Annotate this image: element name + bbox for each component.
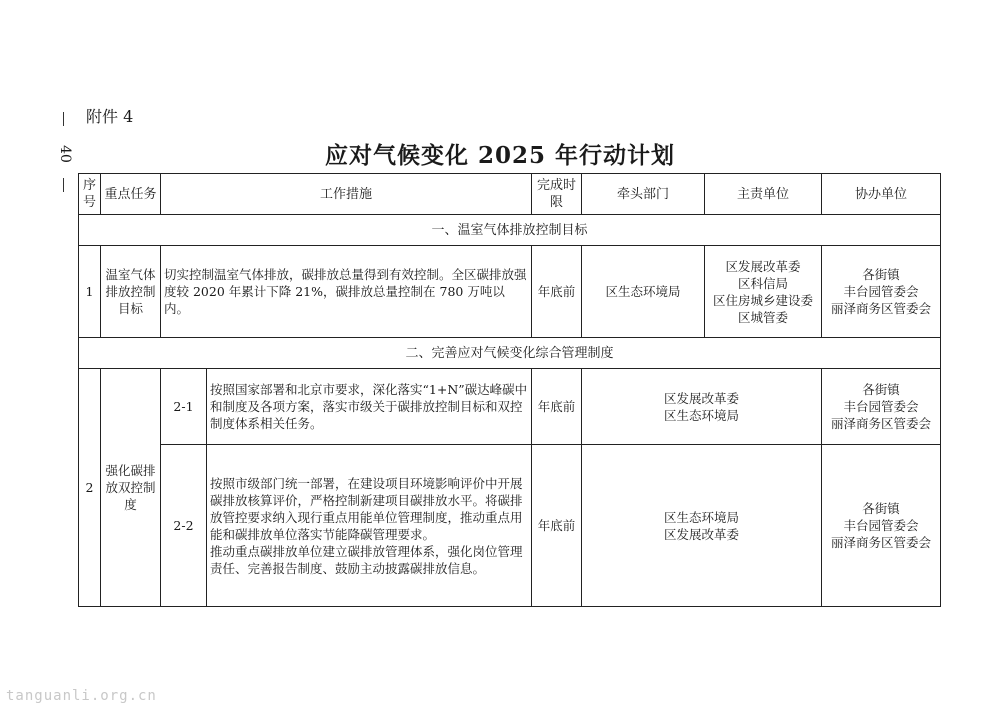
- row-no: 2: [79, 369, 101, 607]
- page-number: 40: [56, 145, 73, 163]
- section-row: [79, 338, 941, 369]
- table-row: [79, 445, 941, 607]
- header-assist: 协办单位: [822, 174, 941, 215]
- action-plan-table: [78, 173, 941, 607]
- assist-unit: 丽泽商务区管委会: [831, 301, 932, 316]
- assist-unit: 各街镇: [862, 501, 900, 516]
- assist-unit: 各街镇: [862, 382, 900, 397]
- assist-unit: 丽泽商务区管委会: [831, 535, 932, 550]
- header-lead: 牵头部门: [582, 174, 705, 215]
- responsible-unit: 区城管委: [738, 309, 789, 325]
- header-no: 序号: [79, 174, 101, 215]
- section-row: [79, 215, 941, 246]
- row-responsible: [705, 246, 822, 338]
- section-title: 二、完善应对气候变化综合管理制度: [79, 338, 941, 369]
- row-task: 温室气体排放控制目标: [101, 246, 161, 338]
- assist-unit: 丽泽商务区管委会: [831, 416, 932, 431]
- row-deadline: 年底前: [532, 246, 582, 338]
- section-title: 一、温室气体排放控制目标: [79, 215, 941, 246]
- header-task: 重点任务: [101, 174, 161, 215]
- unit: 区生态环境局: [664, 509, 740, 525]
- unit: 区发展改革委: [664, 526, 740, 542]
- subrow-id: 2-1: [161, 369, 207, 445]
- assist-unit: 丰台园管委会: [843, 284, 919, 299]
- responsible-unit: 区住房城乡建设委: [713, 292, 814, 308]
- row-lead: 区生态环境局: [582, 246, 705, 338]
- subrow-deadline: 年底前: [532, 445, 582, 607]
- subrow-deadline: 年底前: [532, 369, 582, 445]
- subrow-units: [582, 445, 822, 607]
- unit: 区发展改革委: [664, 390, 740, 406]
- subrow-measure: [207, 445, 532, 607]
- header-measure: 工作措施: [161, 174, 532, 215]
- subrow-id: 2-2: [161, 445, 207, 607]
- measure-paragraph: 推动重点碳排放单位建立碳排放管理体系，强化岗位管理责任、完善报告制度、鼓励主动披露碳排放信息。: [210, 543, 523, 576]
- row-measure: 切实控制温室气体排放，碳排放总量得到有效控制。全区碳排放强度较 2020 年累计下降 21%，碳排放总量控制在 780 万吨以内。: [161, 246, 532, 338]
- subrow-units: [582, 369, 822, 445]
- table-row: [79, 246, 941, 338]
- header-deadline: 完成时限: [532, 174, 582, 215]
- assist-unit: 各街镇: [862, 267, 900, 282]
- measure-paragraph: 按照市级部门统一部署，在建设项目环境影响评价中开展碳排放核算评价，严格控制新建项目碳排放水平。将碳排放管控要求纳入现行重点用能单位管理制度，推动重点用能和碳排放单位落实节能降碳管理要求。: [210, 475, 523, 542]
- assist-unit: 丰台园管委会: [843, 399, 919, 414]
- assist-unit: 丰台园管委会: [843, 518, 919, 533]
- subrow-assist: [822, 445, 941, 607]
- annex-label: 附件 4: [86, 107, 134, 126]
- table-header-row: [79, 174, 941, 215]
- subrow-assist: [822, 369, 941, 445]
- responsible-unit: 区科信局: [738, 275, 789, 291]
- row-no: 1: [79, 246, 101, 338]
- responsible-unit: 区发展改革委: [725, 258, 801, 274]
- row-assist: [822, 246, 941, 338]
- header-responsible: 主责单位: [705, 174, 822, 215]
- document-title: 应对气候变化 2025 年行动计划: [324, 142, 676, 169]
- table-row: [79, 369, 941, 445]
- subrow-measure: 按照国家部署和北京市要求，深化落实“1+N”碳达峰碳中和制度及各项方案，落实市级关于碳排放控制目标和双控制度体系相关任务。: [207, 369, 532, 445]
- row-task: 强化碳排放双控制度: [101, 369, 161, 607]
- unit: 区生态环境局: [664, 407, 740, 423]
- site-watermark: tanguanli.org.cn: [6, 688, 157, 704]
